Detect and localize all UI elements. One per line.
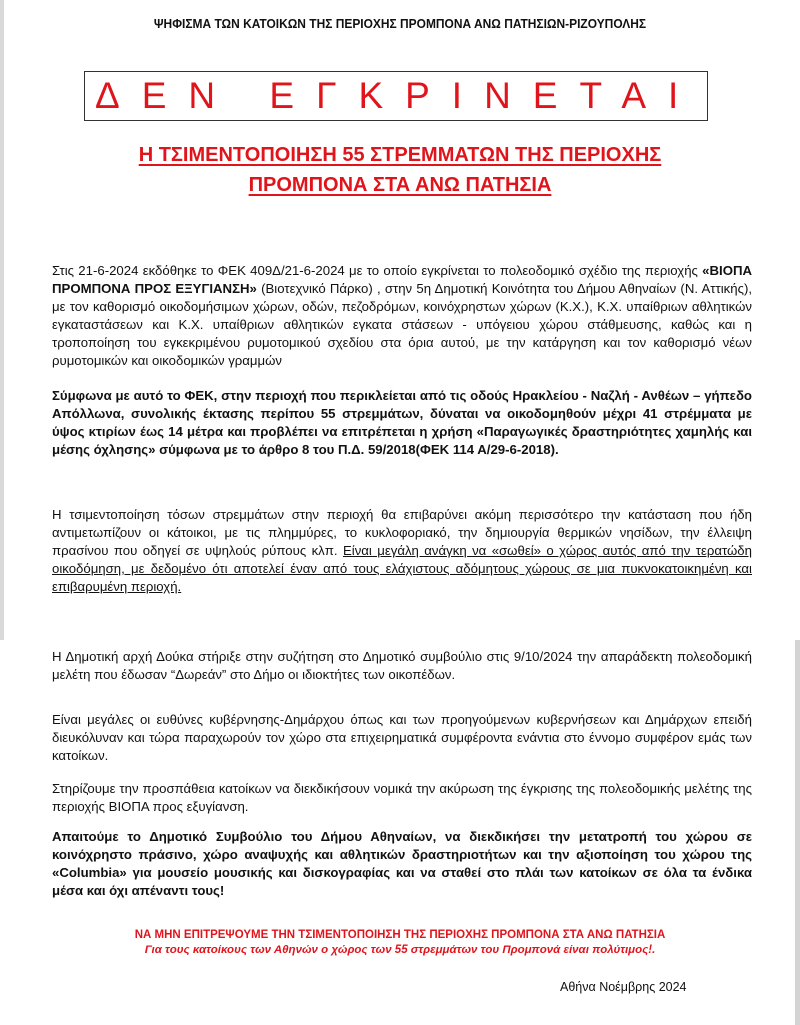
paragraph-municipality: Η Δημοτική αρχή Δούκα στήριξε στην συζήτηση στο Δημοτικό συμβούλιο στις 9/10/2024 την απαράδεκτη πολεοδομική μελέτη που έδωσαν “Δωρεάν” στο Δήμο οι ιδιοκτήτες των οικοπέδων. bbox=[52, 649, 752, 682]
p3-underlined-text: Είναι μεγάλη ανάγκη να «σωθεί» ο χώρος αυτός από την τερατώδη οικοδόμηση, με δεδομένο ότι αποτελεί έναν από τους ελάχιστους αδόμητους χώρους σε μια πυκνοκατοικημένη και επιβαρυμένη περιοχή. bbox=[52, 543, 752, 594]
paragraph-fek-intro bbox=[52, 262, 752, 370]
closing-slogan: ΝΑ ΜΗΝ ΕΠΙΤΡΕΨΟΥΜΕ ΤΗΝ ΤΣΙΜΕΝΤΟΠΟΙΗΣΗ ΤΗΣ ΠΕΡΙΟΧΗΣ ΠΡΟΜΠΟΝΑ ΣΤΑ ΑΝΩ ΠΑΤΗΣΙΑ bbox=[134, 929, 666, 941]
paragraph-demands: Απαιτούμε το Δημοτικό Συμβούλιο του Δήμου Αθηναίων, να διεκδικήσει την μετατροπή του χώρου σε κοινόχρηστο πράσινο, χώρο αναψυχής και αθλητικών δραστηριοτήτων και την αξιοποίηση του χώρου της «Columbia» για μουσείο μουσικής και δισκογραφίας και να σταθεί στο πλάι των κατοίκων σε όλα τα ένδικα μέσα και όχι απέναντι τους! bbox=[52, 829, 752, 898]
closing-subslogan: Για τους κατοίκους των Αθηνών ο χώρος των 55 στρεμμάτων του Προμπονά είναι πολύτιμος!. bbox=[144, 944, 656, 956]
page-edge-right bbox=[795, 640, 800, 1025]
p1-bold-plan-name: «ΒΙΟΠΑ ΠΡΟΜΠΟΝΑ ΠΡΟΣ ΕΞΥΓΙΑΝΣΗ» bbox=[52, 263, 752, 296]
p1-text-end: (Βιοτεχνικό Πάρκο) , στην 5η Δημοτική Κοινότητα του Δήμου Αθηναίων (Ν. Αττικής), με τον καθορισμό οικοδομήσιμων χώρων, οδών, πεζοδρόμων, κοινόχρηστων χώρων (Κ.Χ.), Κ.Χ. υπαίθριων αθλητικών εγκαταστάσεων και Κ.Χ. υπαίθριων αθλητικών εγκατα στάσεων - υπόγειου χώρου στάθμευσης, καθώς και η τροποποίηση του εγκεκριμένου ρυμοτομικού σχεδίου στα όρια αυτού, με την κατάργηση και τον καθορισμό νέων ρυμοτομικών και οικοδομικών γραμμών bbox=[52, 281, 752, 368]
p3-text: Η τσιμεντοποίηση τόσων στρεμμάτων στην περιοχή θα επιβαρύνει ακόμη περισσότερο την κατάσταση που ήδη αντιμετωπίζουν οι κάτοικοι, με τις πλημμύρες, το κυκλοφοριακό, την δημιουργία θερμικών νησίδων, την έλλειψη πρασίνου που οδηγεί σε υψηλούς ρύπους κλπ. bbox=[52, 507, 752, 558]
paragraph-responsibility: Είναι μεγάλες οι ευθύνες κυβέρνησης-Δημάρχου όπως και των προηγούμενων κυβερνήσεων και Δημάρχων επειδή διευκόλυναν και τώρα παραχωρούν τον χώρο στα επιχειρηματικά συμφέροντα ενάντια στο έννομο συμφέρον εμάς των κατοίκων. bbox=[52, 712, 752, 763]
paragraph-impact bbox=[52, 506, 752, 596]
headline bbox=[0, 140, 800, 200]
page-edge-left bbox=[0, 0, 4, 640]
signature-date: Αθήνα Νοέμβρης 2024 bbox=[560, 980, 687, 994]
paragraph-support: Στηρίζουμε την προσπάθεια κατοίκων να διεκδικήσουν νομικά την ακύρωση της έγκρισης της πολεοδομικής μελέτης της περιοχής ΒΙΟΠΑ προς εξυγίανση. bbox=[52, 781, 752, 814]
headline-line-2: ΠΡΟΜΠΟΝΑ ΣΤΑ ΑΝΩ ΠΑΤΗΣΙΑ bbox=[248, 174, 552, 196]
headline-line-1: Η ΤΣΙΜΕΝΤΟΠΟΙΗΣΗ 55 ΣΤΡΕΜΜΑΤΩΝ ΤΗΣ ΠΕΡΙΟΧΗΣ bbox=[138, 144, 662, 166]
p1-text-start: Στις 21-6-2024 εκδόθηκε το ΦΕΚ 409Δ/21-6-2024 με το οποίο εγκρίνεται το πολεοδομικό σχέδιο της περιοχής bbox=[52, 263, 703, 278]
rejection-stamp-box: ΔΕΝ ΕΓΚΡΙΝΕΤΑΙ bbox=[84, 71, 708, 121]
resolution-title: ΨΗΦΙΣΜΑ ΤΩΝ ΚΑΤΟΙΚΩΝ ΤΗΣ ΠΕΡΙΟΧΗΣ ΠΡΟΜΠΟΝΑ ΑΝΩ ΠΑΤΗΣΙΩΝ-ΡΙΖΟΥΠΟΛΗΣ bbox=[153, 16, 647, 31]
paragraph-fek-details: Σύμφωνα με αυτό το ΦΕΚ, στην περιοχή που περικλείεται από τις οδούς Ηρακλείου - Ναζλή - Ανθέων – γήπεδο Απόλλωνα, συνολικής έκτασης περίπου 55 στρεμμάτων, δύναται να οικοδομηθούν μέχρι 41 στρέμματα με ύψος κτιρίων έως 14 μέτρα και προβλέπει να επιτρέπεται η χρήση «Παραγωγικές δραστηριότητες χαμηλής και μέσης όχλησης» σύμφωνα με το άρθρο 8 του Π.Δ. 59/2018(ΦΕΚ 114 Α/29-6-2018). bbox=[52, 388, 752, 457]
